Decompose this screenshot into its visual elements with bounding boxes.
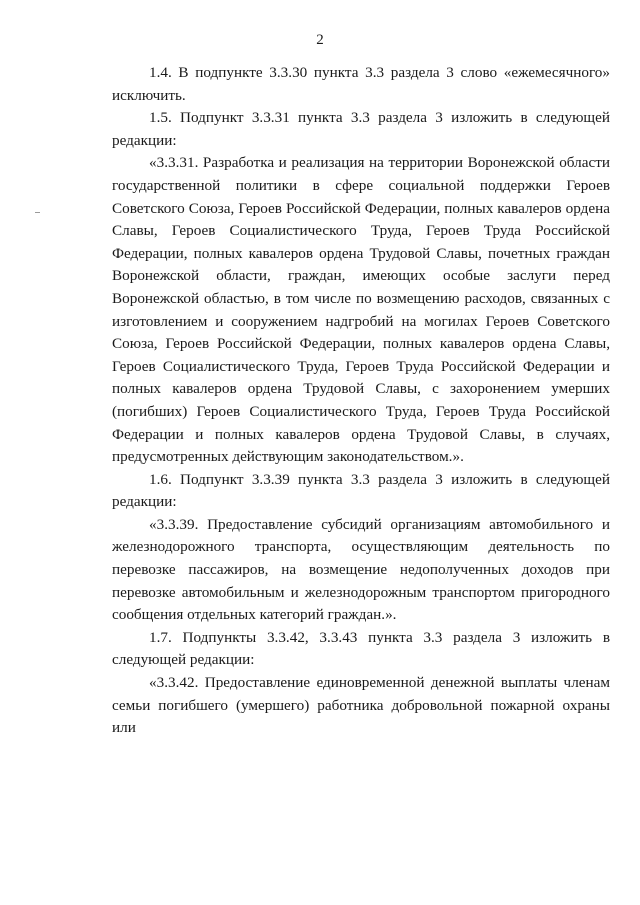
margin-mark bbox=[35, 212, 40, 213]
paragraph-3-3-39: «3.3.39. Предоставление субсидий организациям автомобильного и железнодорожного транспорта, осуществляющим деятельность по перевозке пассажиров, на возмещение недополученных доходов при перевозке автомобильным и железнодорожным транспортом пригородного сообщения отдельных категорий граждан.». bbox=[112, 515, 610, 624]
paragraph-1-6: 1.6. Подпункт 3.3.39 пункта 3.3 раздела 3 изложить в следующей редакции: bbox=[112, 470, 610, 511]
paragraph-3-3-42: «3.3.42. Предоставление единовременной денежной выплаты членам семьи погибшего (умершего) работника добровольной пожарной охраны или bbox=[112, 674, 610, 737]
page-number: 2 bbox=[316, 32, 324, 48]
paragraph-1-5: 1.5. Подпункт 3.3.31 пункта 3.3 раздела 3 изложить в следующей редакции: bbox=[112, 109, 610, 149]
document-body bbox=[112, 62, 610, 740]
paragraph-3-3-31: «3.3.31. Разработка и реализация на территории Воронежской области государственной политики в сфере социальной поддержки Героев Советского Союза, Героев Российской Федерации, полных кавалеров ордена Славы, Героев Социалистического Труда, Героев Труда Российской Федерации, полных кавалеров ордена Трудовой Славы, почетных граждан Воронежской области, граждан, имеющих особые заслуги перед Воронежской областью, в том числе по возмещению расходов, связанных с изготовлением и сооружением надгробий на могилах Героев Советского Союза, Героев Российской Федерации, полных кавалеров ордена Славы, Героев Социалистического Труда, Героев Труда Российской Федерации и полных кавалеров ордена Трудовой Славы, с захоронением умерших (погибших) Героев Социалистического Труда, Героев Труда Российской Федерации и полных кавалеров ордена Трудовой Славы, в случаях, предусмотренных действующим законодательством.». bbox=[112, 154, 610, 466]
paragraph-1-7: 1.7. Подпункты 3.3.42, 3.3.43 пункта 3.3 раздела 3 изложить в следующей редакции: bbox=[112, 628, 610, 669]
paragraph-1-4: 1.4. В подпункте 3.3.30 пункта 3.3 раздела 3 слово «ежемесячного» исключить. bbox=[112, 64, 610, 104]
